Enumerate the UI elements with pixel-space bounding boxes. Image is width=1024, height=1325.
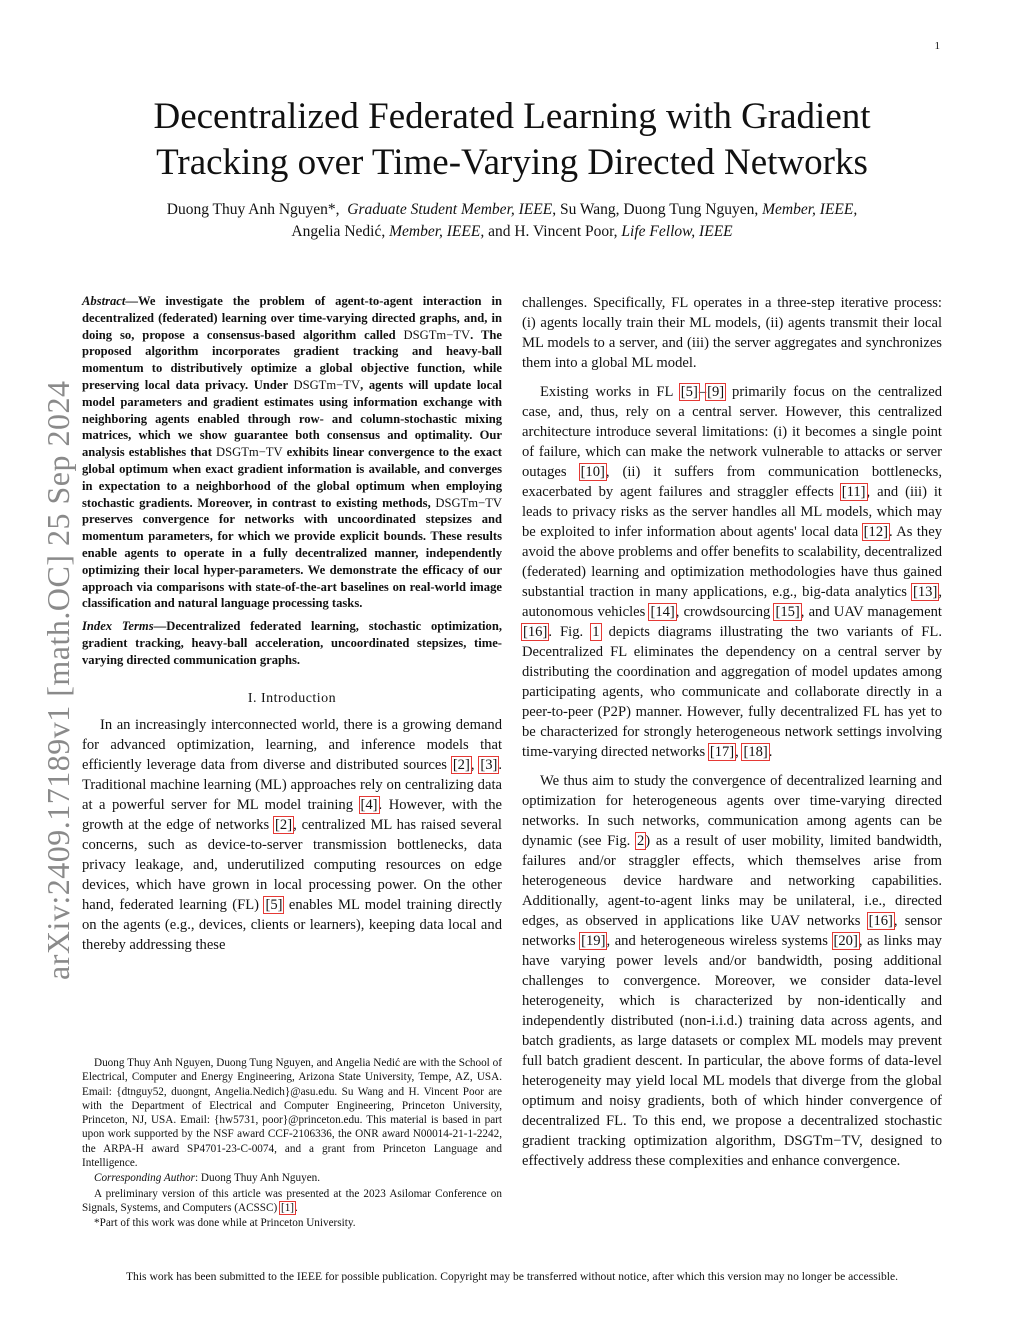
section-heading: I. Introduction [247,690,337,706]
citation-link[interactable]: [18] [743,744,768,760]
algorithm-name: DSGTm−TV [435,495,502,510]
algorithm-name: DSGTm−TV [293,377,361,392]
body-text: We thus aim to study the convergence of decentralized learning and optimization for heterogeneous agents over time-varying directed networks. In such networks, communication among agents can be dynamic (see Fig. [522,773,942,849]
citation-link[interactable]: [2] [275,816,293,833]
abstract-text: preserves convergence for networks with uncoordinated stepsizes and momentum parameters, for which we provide explicit bounds. These results enable agents to operate in a fully decentralized manner, independently optimizing their local hyper-parameters. We demonstrate the efficacy of our approach via comparisons with state-of-the-art baselines on real-world image classification and natural language processing tasks. [82,512,502,611]
citation-link[interactable]: [17] [709,744,735,760]
footnote-text: . [295,1201,298,1214]
title-line-1: Decentralized Federated Learning with Gradient [153,96,871,137]
paragraph-existing-works [522,382,942,762]
figure-link[interactable]: 2 [636,833,645,849]
citation-link[interactable]: [11] [841,484,866,500]
citation-link[interactable]: [20] [833,933,858,949]
algorithm-name: DSGTm−TV [216,445,283,460]
citation-link[interactable]: [5] [265,896,283,913]
author-2-role: Member, IEEE, [762,201,858,218]
abstract-text: exhibits linear convergence to the exact global optimum when exact gradient information is available, and converges in expectation to a neighborhood of the global optimum when employing stochastic gradients. Moreover, in contrast to existing methods, [82,445,502,510]
citation-link[interactable]: [4] [360,796,378,813]
footnote-princeton: *Part of this work was done while at Princeton University. [94,1217,356,1230]
author-list [80,199,944,243]
author-2: , Su Wang, Duong Tung Nguyen, [552,201,759,218]
body-text: Existing works in FL [540,384,680,400]
copyright-notice: This work has been submitted to the IEEE for possible publication. Copyright may be transferred without notice, after which this version may no longer be accessible. [125,1270,899,1283]
body-text: , sensor networks [522,913,942,949]
abstract-lead: Abstract [82,294,126,308]
body-text: . Fig. [548,624,592,640]
citation-link[interactable]: [13] [913,584,938,600]
title-line-2: Tracking over Time-Varying Directed Networks [156,142,868,183]
author-4: and H. Vincent Poor, [488,223,618,240]
intro-paragraph [82,715,502,955]
footnote-corresponding-text: : Duong Thuy Anh Nguyen. [195,1172,321,1185]
citation-link[interactable]: [16] [523,624,548,640]
body-text: , crowdsourcing [675,604,775,620]
body-text: , centralized ML has raised several concerns, such as device-to-server transmission bottlenecks, data privacy leakage, and, underutilized computing resources on edge devices, which have grown in local processing power. On the other hand, federated learning (FL) [82,816,502,913]
citation-link[interactable]: [19] [581,933,606,949]
left-column [82,293,502,955]
footnote-corresponding-lead: Corresponding Author [94,1172,196,1185]
index-terms-lead: Index Terms [82,619,154,634]
body-text: , as links may have varying power levels and/or bandwidth, posing additional challenges to convergence. Moreover, we consider data-level heterogeneity, which is characterized by non-identically and independently distributed (non-i.i.d.) training data across agents, and batch gradients, as large datasets or complex ML models may prevent full batch gradient descent. In particular, the above forms of data-level heterogeneity may yield local ML models that diverge from the global optimum and noisy gradients, both of which hinder convergence of decentralized FL. To this end, we propose a decentralized stochastic gradient tracking optimization algorithm, [522,933,942,1149]
body-text: , and UAV management [800,604,942,620]
body-text: , designed to effectively address these complexities and enhance convergence. [522,1133,942,1169]
body-text: , and heterogeneous wireless systems [606,933,833,949]
body-text: , [470,756,480,773]
index-terms [82,618,502,668]
body-text: . However, with the growth at the edge of networks [82,796,502,833]
footnotes [82,1056,502,1232]
author-4-role: Life Fellow, IEEE [621,223,733,240]
body-text: . Traditional machine learning (ML) approaches rely on centralizing data at a powerful server for ML model training [82,756,503,813]
citation-link[interactable]: [14] [650,604,675,620]
index-terms-text: —Decentralized federated learning, stochastic optimization, gradient tracking, heavy-ball acceleration, uncoordinated stepsizes, time-varying directed communication graphs. [82,619,502,667]
abstract-text: , agents will update local model parameters and gradient estimates using information exchange with neighboring agents enabled through row- and column-stochastic mixing matrices, which we show guarantee both consensus and optimality. Our analysis establishes that [82,377,502,460]
footnote-preliminary [82,1187,502,1216]
author-1: Duong Thuy Anh Nguyen*, [166,201,340,218]
body-text: primarily focus on the centralized case, and, thus, rely on a central server. However, this centralized architecture introduce several limitations: (i) it becomes a single point of failure, which can make the network vulnerable to attacks or server outages [522,384,942,480]
paragraph-fl-process: challenges. Specifically, FL operates in a three-step iterative process: (i) agents locally train their ML models, (ii) agents transmit their local ML models to a server, and (iii) the server aggregates and synchronizes them into a global ML model. [522,295,942,371]
figure-link[interactable]: 1 [592,624,600,640]
citation-link[interactable]: [1] [280,1201,295,1214]
author-3: Angelia Nedić, [291,223,386,240]
body-text: , autonomous vehicles [522,584,942,620]
abstract-text: . The proposed algorithm incorporates gradient tracking and heavy-ball momentum to distributively optimize a global objective function, while preserving local data privacy. Under [82,327,502,392]
citation-link[interactable]: [12] [863,524,888,540]
citation-link[interactable]: [10] [580,464,605,480]
abstract [82,293,502,612]
algorithm-name: DSGTm−TV [403,327,471,342]
author-1-role: Graduate Student Member, IEEE [347,201,553,218]
abstract-text: —We investigate the problem of agent-to-agent interaction in decentralized (federated) learning over time-varying directed graphs, and, in doing so, propose a consensus-based algorithm called [82,294,502,342]
body-text: . As they avoid the above problems and offer benefits to scalability, decentralized (federated) learning and optimization methodologies have thus gained substantial traction in many applications, e.g., big-data analytics [522,524,943,600]
algorithm-name: DSGTm−TV [783,1133,860,1149]
citation-link[interactable]: [16] [868,913,893,929]
citation-link[interactable]: [9] [707,384,725,400]
citation-link[interactable]: [3] [480,756,498,773]
body-text: , and (iii) it leads to privacy risks as the server handles all ML models, which may be exploited to infer information about agents' local data [522,484,942,540]
paragraph-our-aim [522,771,942,1171]
paper-title [90,94,934,186]
footnote-corresponding [82,1171,502,1185]
footnote-text: A preliminary version of this article was presented at the 2023 Asilomar Conference on Signals, Systems, and Computers (ACSSC) [82,1187,502,1214]
body-text: , (ii) it suffers from communication bottlenecks, exacerbated by agent failures and straggler effects [522,464,942,500]
body-text: In an increasingly interconnected world, there is a growing demand for advanced optimization, learning, and inference models that efficiently leverage data from diverse and distributed sources [82,716,502,773]
page-number: 1 [934,40,940,52]
body-text: enables ML model training directly on the agents (e.g., devices, clients or learners), keeping data local and thereby addressing these [82,896,503,953]
citation-link[interactable]: [15] [775,604,800,620]
arxiv-stamp-text: arXiv:2409.17189v1 [math.OC] 25 Sep 2024 [40,380,76,980]
author-3-role: Member, IEEE, [389,223,485,240]
body-text: ) as a result of user mobility, limited bandwidth, failures and/or straggler effects, which themselves arise from heterogeneous device hardware and networking capabilities. Additionally, agent-to-agent links may be unilateral, i.e., directed edges, as observed in applications like UAV networks [522,833,943,929]
citation-link[interactable]: [5] [680,384,698,400]
right-column [522,293,942,1180]
body-text: , [735,744,743,760]
footnote-affiliations: Duong Thuy Anh Nguyen, Duong Tung Nguyen, and Angelia Nedić are with the School of Electrical, Computer and Energy Engineering, Arizona State University, Tempe, AZ, USA. Email: {dtnguy52, duongnt, Angelia.Nedich}@asu.edu. Su Wang and H. Vincent Poor are with the Department of Electrical and Computer Engineering, Princeton University, Princeton, NJ, USA. Email: {hw5731, poor}@princeton.edu. This material is based in part upon work supported by the NSF award CCF-2106336, the ONR award N00014-21-1-2242, the ARPA-H award SP4701-23-C-0074, and a grant from Princeton Language and Intelligence. [82,1057,502,1170]
citation-link[interactable]: [2] [452,756,470,773]
body-text: – [698,384,707,400]
body-text: . [768,744,773,760]
body-text: depicts diagrams illustrating the two variants of FL. Decentralized FL eliminates the dependency on a central server by distributing the coordination and aggregation of model updates among participating agents, who communicate and collaborate directly in a peer-to-peer (P2P) manner. However, fully decentralized FL has yet to be characterized for strongly heterogeneous network settings involving time-varying directed networks [522,624,942,760]
